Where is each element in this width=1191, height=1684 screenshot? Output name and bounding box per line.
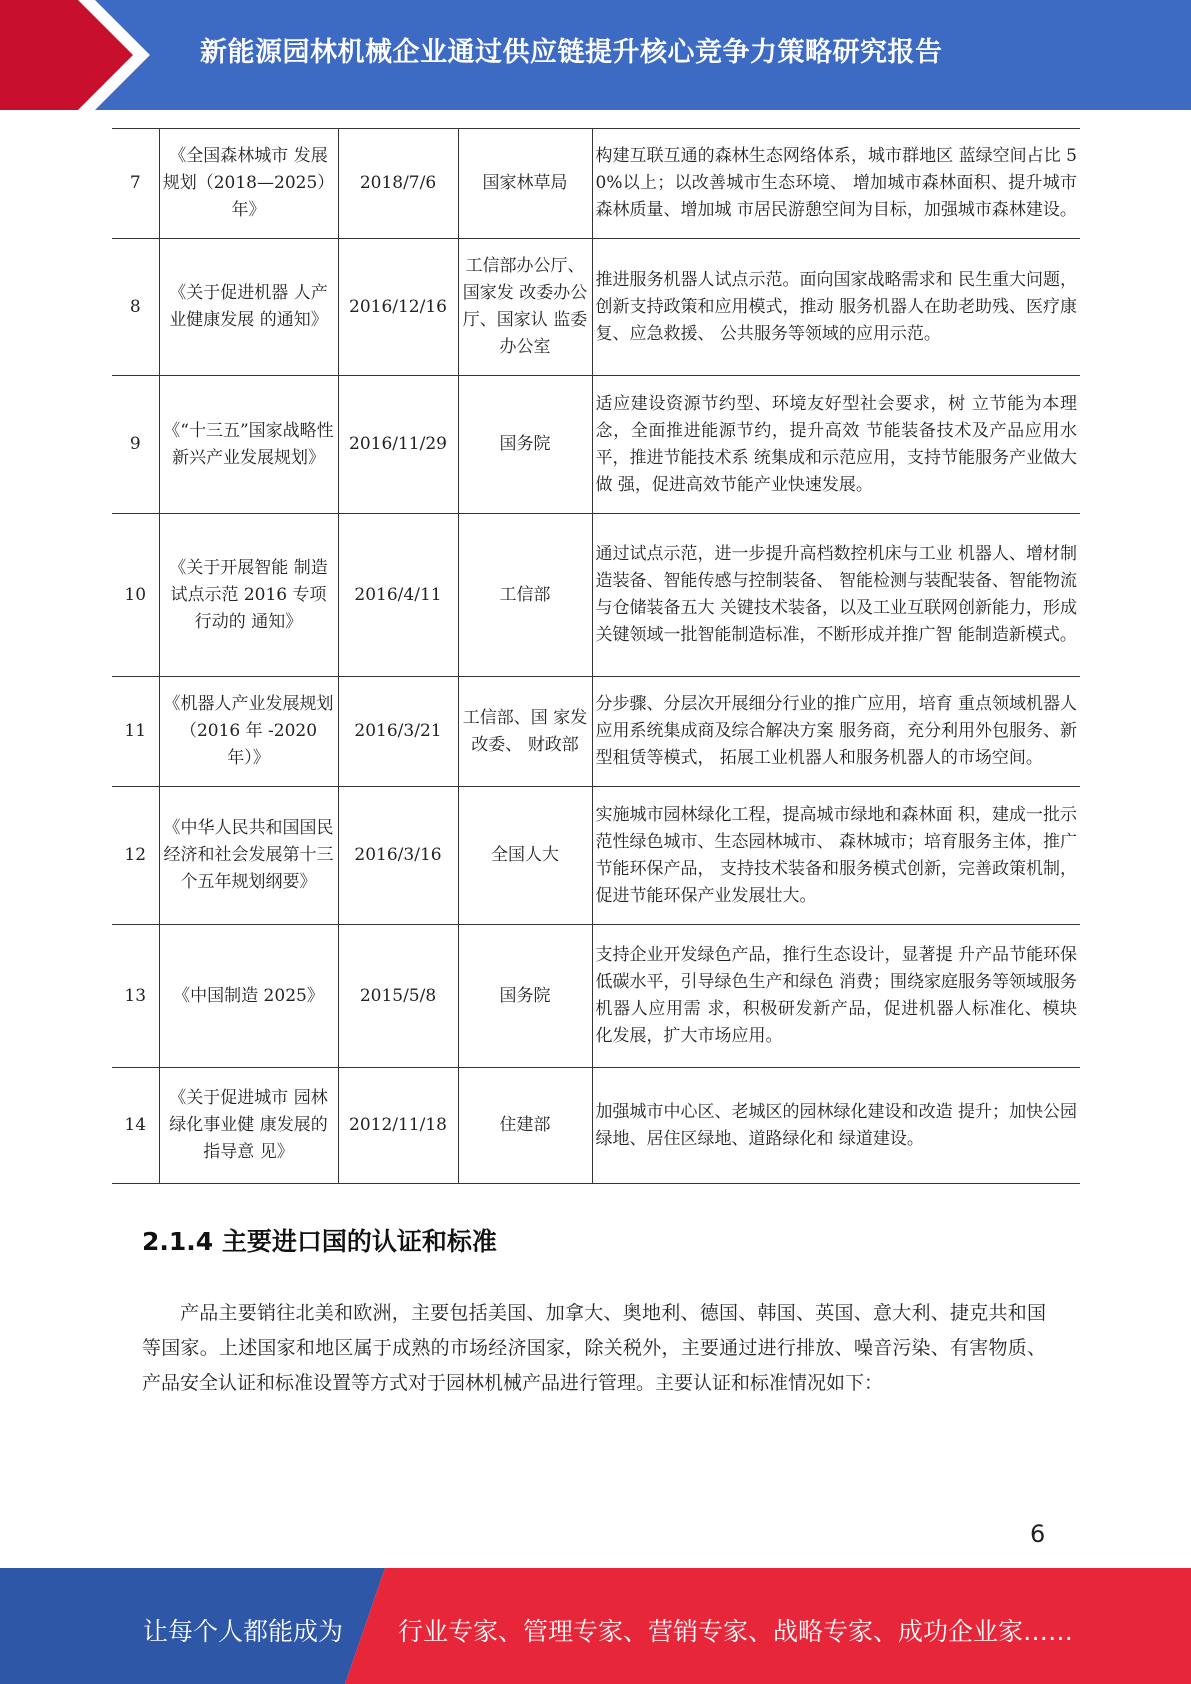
footer-slogan-right: 行业专家、管理专家、营销专家、战略专家、成功企业家……: [398, 1617, 1074, 1646]
policy-date: 2016/3/16: [338, 787, 458, 925]
issuing-agency: 工信部、国 家发改委、 财政部: [458, 677, 592, 787]
issuing-agency: 国家林草局: [458, 129, 592, 239]
section-heading: 2.1.4 主要进口国的认证和标准: [142, 1227, 497, 1256]
body-paragraph: 产品主要销往北美和欧洲，主要包括美国、加拿大、奥地利、德国、韩国、英国、意大利、捷克共和国等国家。上述国家和地区属于成熟的市场经济国家，除关税外，主要通过进行排放、噪音污染、有害物质、产品安全认证和标准设置等方式对于园林机械产品进行管理。主要认证和标准情况如下：: [142, 1302, 1046, 1394]
row-number: 7: [112, 129, 159, 239]
policy-date: 2018/7/6: [338, 129, 458, 239]
issuing-agency: 全国人大: [458, 787, 592, 925]
table-row: [112, 677, 1080, 787]
policy-content: 加强城市中心区、老城区的园林绿化建设和改造 提升；加快公园绿地、居住区绿地、道路绿化和 绿道建设。: [592, 1068, 1080, 1184]
policy-content: 构建互联互通的森林生态网络体系，城市群地区 蓝绿空间占比 50%以上；以改善城市生态环境、 增加城市森林面积、提升城市森林质量、增加城 市居民游憩空间为目标，加强城市森林建设。: [592, 129, 1080, 239]
table-row: [112, 239, 1080, 376]
policy-date: 2016/4/11: [338, 514, 458, 677]
policy-name: 《关于促进机器 人产业健康发展 的通知》: [159, 239, 338, 376]
report-title: 新能源园林机械企业通过供应链提升核心竞争力策略研究报告: [200, 37, 943, 68]
policy-content: 推进服务机器人试点示范。面向国家战略需求和 民生重大问题，创新支持政策和应用模式，推动 服务机器人在助老助残、医疗康复、应急救援、 公共服务等领域的应用示范。: [592, 239, 1080, 376]
footer-slogan-left: 让每个人都能成为: [143, 1617, 344, 1646]
policy-date: 2012/11/18: [338, 1068, 458, 1184]
page-header: [0, 0, 1191, 110]
policy-date: 2016/11/29: [338, 376, 458, 514]
table-row: [112, 514, 1080, 677]
table-row: [112, 376, 1080, 514]
table-row: [112, 1068, 1080, 1184]
policy-content: 通过试点示范，进一步提升高档数控机床与工业 机器人、增材制造装备、智能传感与控制装备、 智能检测与装配装备、智能物流与仓储装备五大 关键技术装备，以及工业互联网创新能力，形成 关键领域一批智能制造标准，不断形成并推广智 能制造新模式。: [592, 514, 1080, 677]
page-number: 6: [1030, 1520, 1046, 1548]
page-footer: [0, 1568, 1191, 1684]
policy-name: 《关于开展智能 制造试点示范 2016 专项行动的 通知》: [159, 514, 338, 677]
issuing-agency: 工信部办公厅、国家发 改委办公 厅、国家认 监委办公室: [458, 239, 592, 376]
policy-name: 《机器人产业发展规划（2016 年 -2020 年）》: [159, 677, 338, 787]
policy-content: 支持企业开发绿色产品，推行生态设计，显著提 升产品节能环保低碳水平，引导绿色生产和绿色 消费；围绕家庭服务等领域服务机器人应用需 求，积极研发新产品，促进机器人标准化、模块 化发展，扩大市场应用。: [592, 925, 1080, 1068]
policy-date: 2015/5/8: [338, 925, 458, 1068]
issuing-agency: 国务院: [458, 925, 592, 1068]
table-row: [112, 787, 1080, 925]
row-number: 11: [112, 677, 159, 787]
row-number: 8: [112, 239, 159, 376]
policy-name: 《中华人民共和国国民经济和社会发展第十三个五年规划纲要》: [159, 787, 338, 925]
policy-content: 适应建设资源节约型、环境友好型社会要求，树 立节能为本理念，全面推进能源节约，提升高效 节能装备技术及产品应用水平，推进节能技术系 统集成和示范应用，支持节能服务产业做大做 强，促进高效节能产业快速发展。: [592, 376, 1080, 514]
issuing-agency: 工信部: [458, 514, 592, 677]
policy-date: 2016/12/16: [338, 239, 458, 376]
issuing-agency: 国务院: [458, 376, 592, 514]
row-number: 10: [112, 514, 159, 677]
table-row: [112, 925, 1080, 1068]
row-number: 14: [112, 1068, 159, 1184]
policy-date: 2016/3/21: [338, 677, 458, 787]
row-number: 9: [112, 376, 159, 514]
row-number: 12: [112, 787, 159, 925]
policy-name: 《中国制造 2025》: [159, 925, 338, 1068]
policy-name: 《全国森林城市 发展规划（2018—2025）年》: [159, 129, 338, 239]
policy-name: 《“十三五”国家战略性新兴产业发展规划》: [159, 376, 338, 514]
policy-content: 分步骤、分层次开展细分行业的推广应用，培育 重点领域机器人应用系统集成商及综合解决方案 服务商，充分利用外包服务、新型租赁等模式， 拓展工业机器人和服务机器人的市场空间。: [592, 677, 1080, 787]
policy-table: [112, 128, 1080, 1184]
policy-name: 《关于促进城市 园林绿化事业健 康发展的指导意 见》: [159, 1068, 338, 1184]
row-number: 13: [112, 925, 159, 1068]
policy-content: 实施城市园林绿化工程，提高城市绿地和森林面 积，建成一批示范性绿色城市、生态园林城市、 森林城市；培育服务主体，推广节能环保产品， 支持技术装备和服务模式创新，完善政策机制， 促进节能环保产业发展壮大。: [592, 787, 1080, 925]
issuing-agency: 住建部: [458, 1068, 592, 1184]
table-row: [112, 129, 1080, 239]
